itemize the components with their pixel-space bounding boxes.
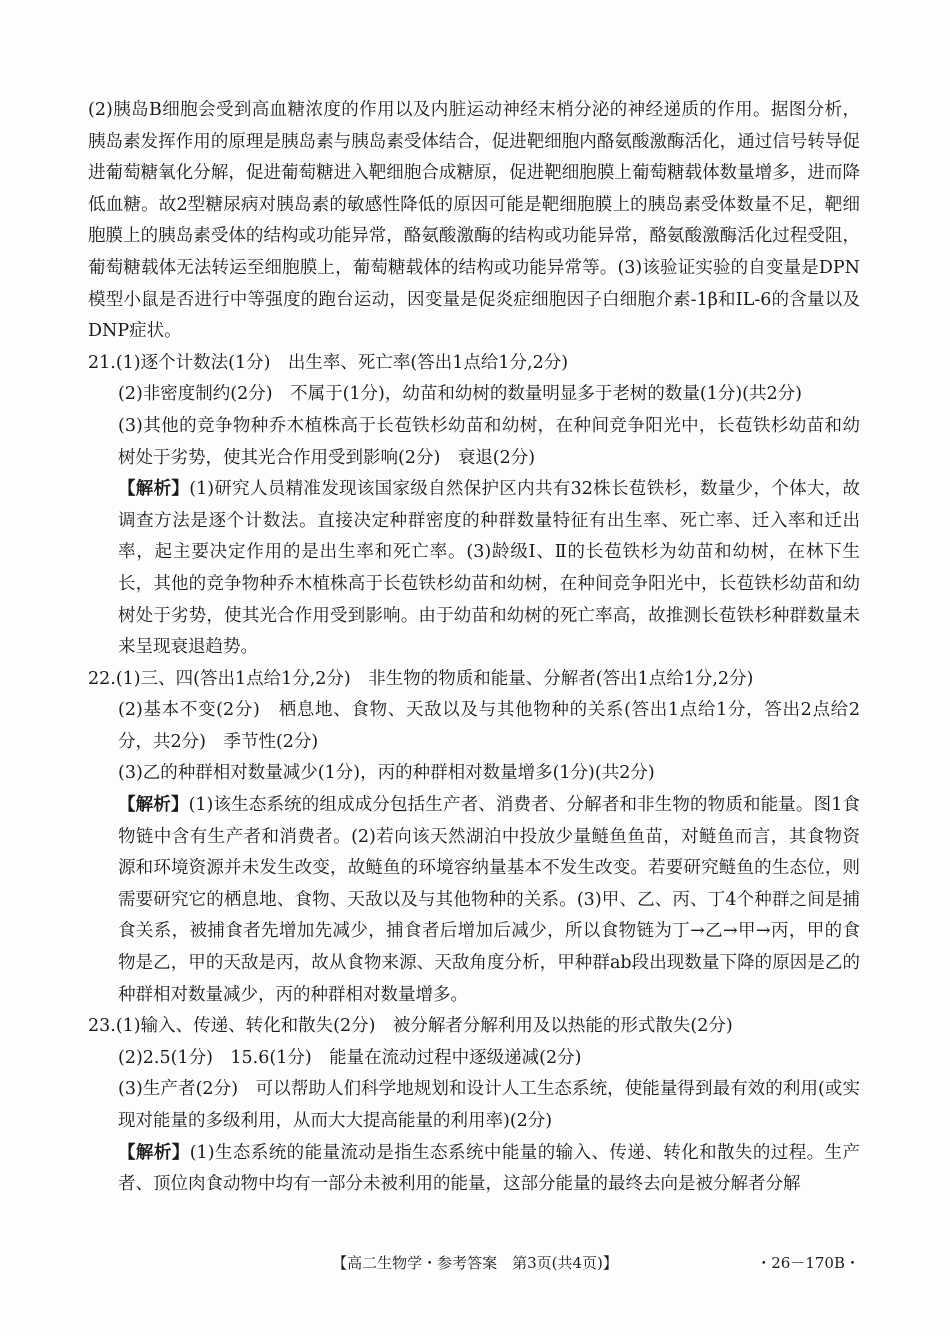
analysis-tag: 【解析】 [118,479,190,500]
analysis-tag: 【解析】 [118,1142,190,1163]
paragraph-q23-answer-3: (3)生产者(2分) 可以帮助人们科学地规划和设计人工生态系统，使能量得到最有效的利用(或实现对能量的多级利用，从而大大提高能量的利用率)(2分) [118,1079,860,1131]
paragraph-q22-analysis: 【解析】(1)该生态系统的组成成分包括生产者、消费者、分解者和非生物的物质和能量。图1食物链中含有生产者和消费者。(2)若向该天然湖泊中投放少量鲢鱼鱼苗，对鲢鱼而言，其食物资源和环境资源并未发生改变，故鲢鱼的环境容纳量基本不发生改变。若要研究鲢鱼的生态位，则需要研究它的栖息地、食物、天敌以及与其他物种的关系。(3)甲、乙、丙、丁4个种群之间是捕食关系，被捕食者先增加先减少，捕食者后增加后减少，所以食物链为丁→乙→甲→丙，甲的食物是乙，甲的天敌是丙，故从食物来源、天敌角度分析，甲种群ab段出现数量下降的原因是乙的种群相对数量减少，丙的种群相对数量增多。 [118,795,860,1005]
paragraph-q22-answer-2: (2)基本不变(2分) 栖息地、食物、天敌以及与其他物种的关系(答出1点给1分，答出2点给2分，共2分) 季节性(2分) [118,700,860,752]
answer-content [88,95,860,1201]
paragraph-q21-answer-1: 21.(1)逐个计数法(1分) 出生率、死亡率(答出1点给1分,2分) [88,352,569,373]
paragraph-q23-analysis: 【解析】(1)生态系统的能量流动是指生态系统中能量的输入、传递、转化和散失的过程。生产者、顶位肉食动物中均有一部分未被利用的能量，这部分能量的最终去向是被分解者分解 [118,1142,861,1195]
paragraph-q22-answer-1: 22.(1)三、四(答出1点给1分,2分) 非生物的物质和能量、分解者(答出1点给1分,2分) [88,668,754,689]
analysis-tag: 【解析】 [118,795,189,816]
paragraph-q21-answer-2: (2)非密度制约(2分) 不属于(1分)，幼苗和幼树的数量明显多于老树的数量(1分)(共2分) [118,384,802,405]
paragraph-q21-analysis: 【解析】(1)研究人员精准发现该国家级自然保护区内共有32株长苞铁杉，数量少，个体大，故调查方法是逐个计数法。直接决定种群密度的种群数量特征有出生率、死亡率、迁入率和迁出率，起主要决定作用的是出生率和死亡率。(3)龄级Ⅰ、Ⅱ的长苞铁杉为幼苗和幼树，在林下生长，其他的竞争物种乔木植株高于长苞铁杉幼苗和幼树，在种间竞争阳光中，长苞铁杉幼苗和幼树处于劣势，使其光合作用受到影响。由于幼苗和幼树的死亡率高，故推测长苞铁杉种群数量未来呈现衰退趋势。 [118,479,860,658]
footer-title: 【高二生物学・参考答案 第3页(共4页)】 [332,1254,618,1272]
paragraph-q21-answer-3: (3)其他的竞争物种乔木植株高于长苞铁杉幼苗和幼树，在种间竞争阳光中，长苞铁杉幼苗和幼树处于劣势，使其光合作用受到影响(2分) 衰退(2分) [118,415,860,468]
page-footer [0,1252,950,1276]
paragraph-q23-answer-2: (2)2.5(1分) 15.6(1分) 能量在流动过程中逐级递减(2分) [118,1047,582,1068]
paragraph-q22-answer-3: (3)乙的种群相对数量减少(1分)，丙的种群相对数量增多(1分)(共2分) [118,763,655,784]
paragraph-q20-part2-analysis: (2)胰岛B细胞会受到高血糖浓度的作用以及内脏运动神经末梢分泌的神经递质的作用。据图分析，胰岛素发挥作用的原理是胰岛素与胰岛素受体结合，促进靶细胞内酪氨酸激酶活化，通过信号转导促进葡萄糖氧化分解，促进葡萄糖进入靶细胞合成糖原，促进靶细胞膜上葡萄糖载体数量增多，进而降低血糖。故2型糖尿病对胰岛素的敏感性降低的原因可能是靶细胞膜上的胰岛素受体数量不足，靶细胞膜上的胰岛素受体的结构或功能异常，酪氨酸激酶的结构或功能异常，酪氨酸激酶活化过程受阻，葡萄糖载体无法转运至细胞膜上，葡萄糖载体的结构或功能异常等。(3)该验证实验的自变量是DPN模型小鼠是否进行中等强度的跑台运动，因变量是促炎症细胞因子白细胞介素-1β和IL-6的含量以及DNP症状。 [88,100,860,342]
paragraph-q23-answer-1: 23.(1)输入、传递、转化和散失(2分) 被分解者分解利用及以热能的形式散失(2分) [88,1016,733,1037]
footer-code: ・26－170B・ [756,1254,860,1272]
